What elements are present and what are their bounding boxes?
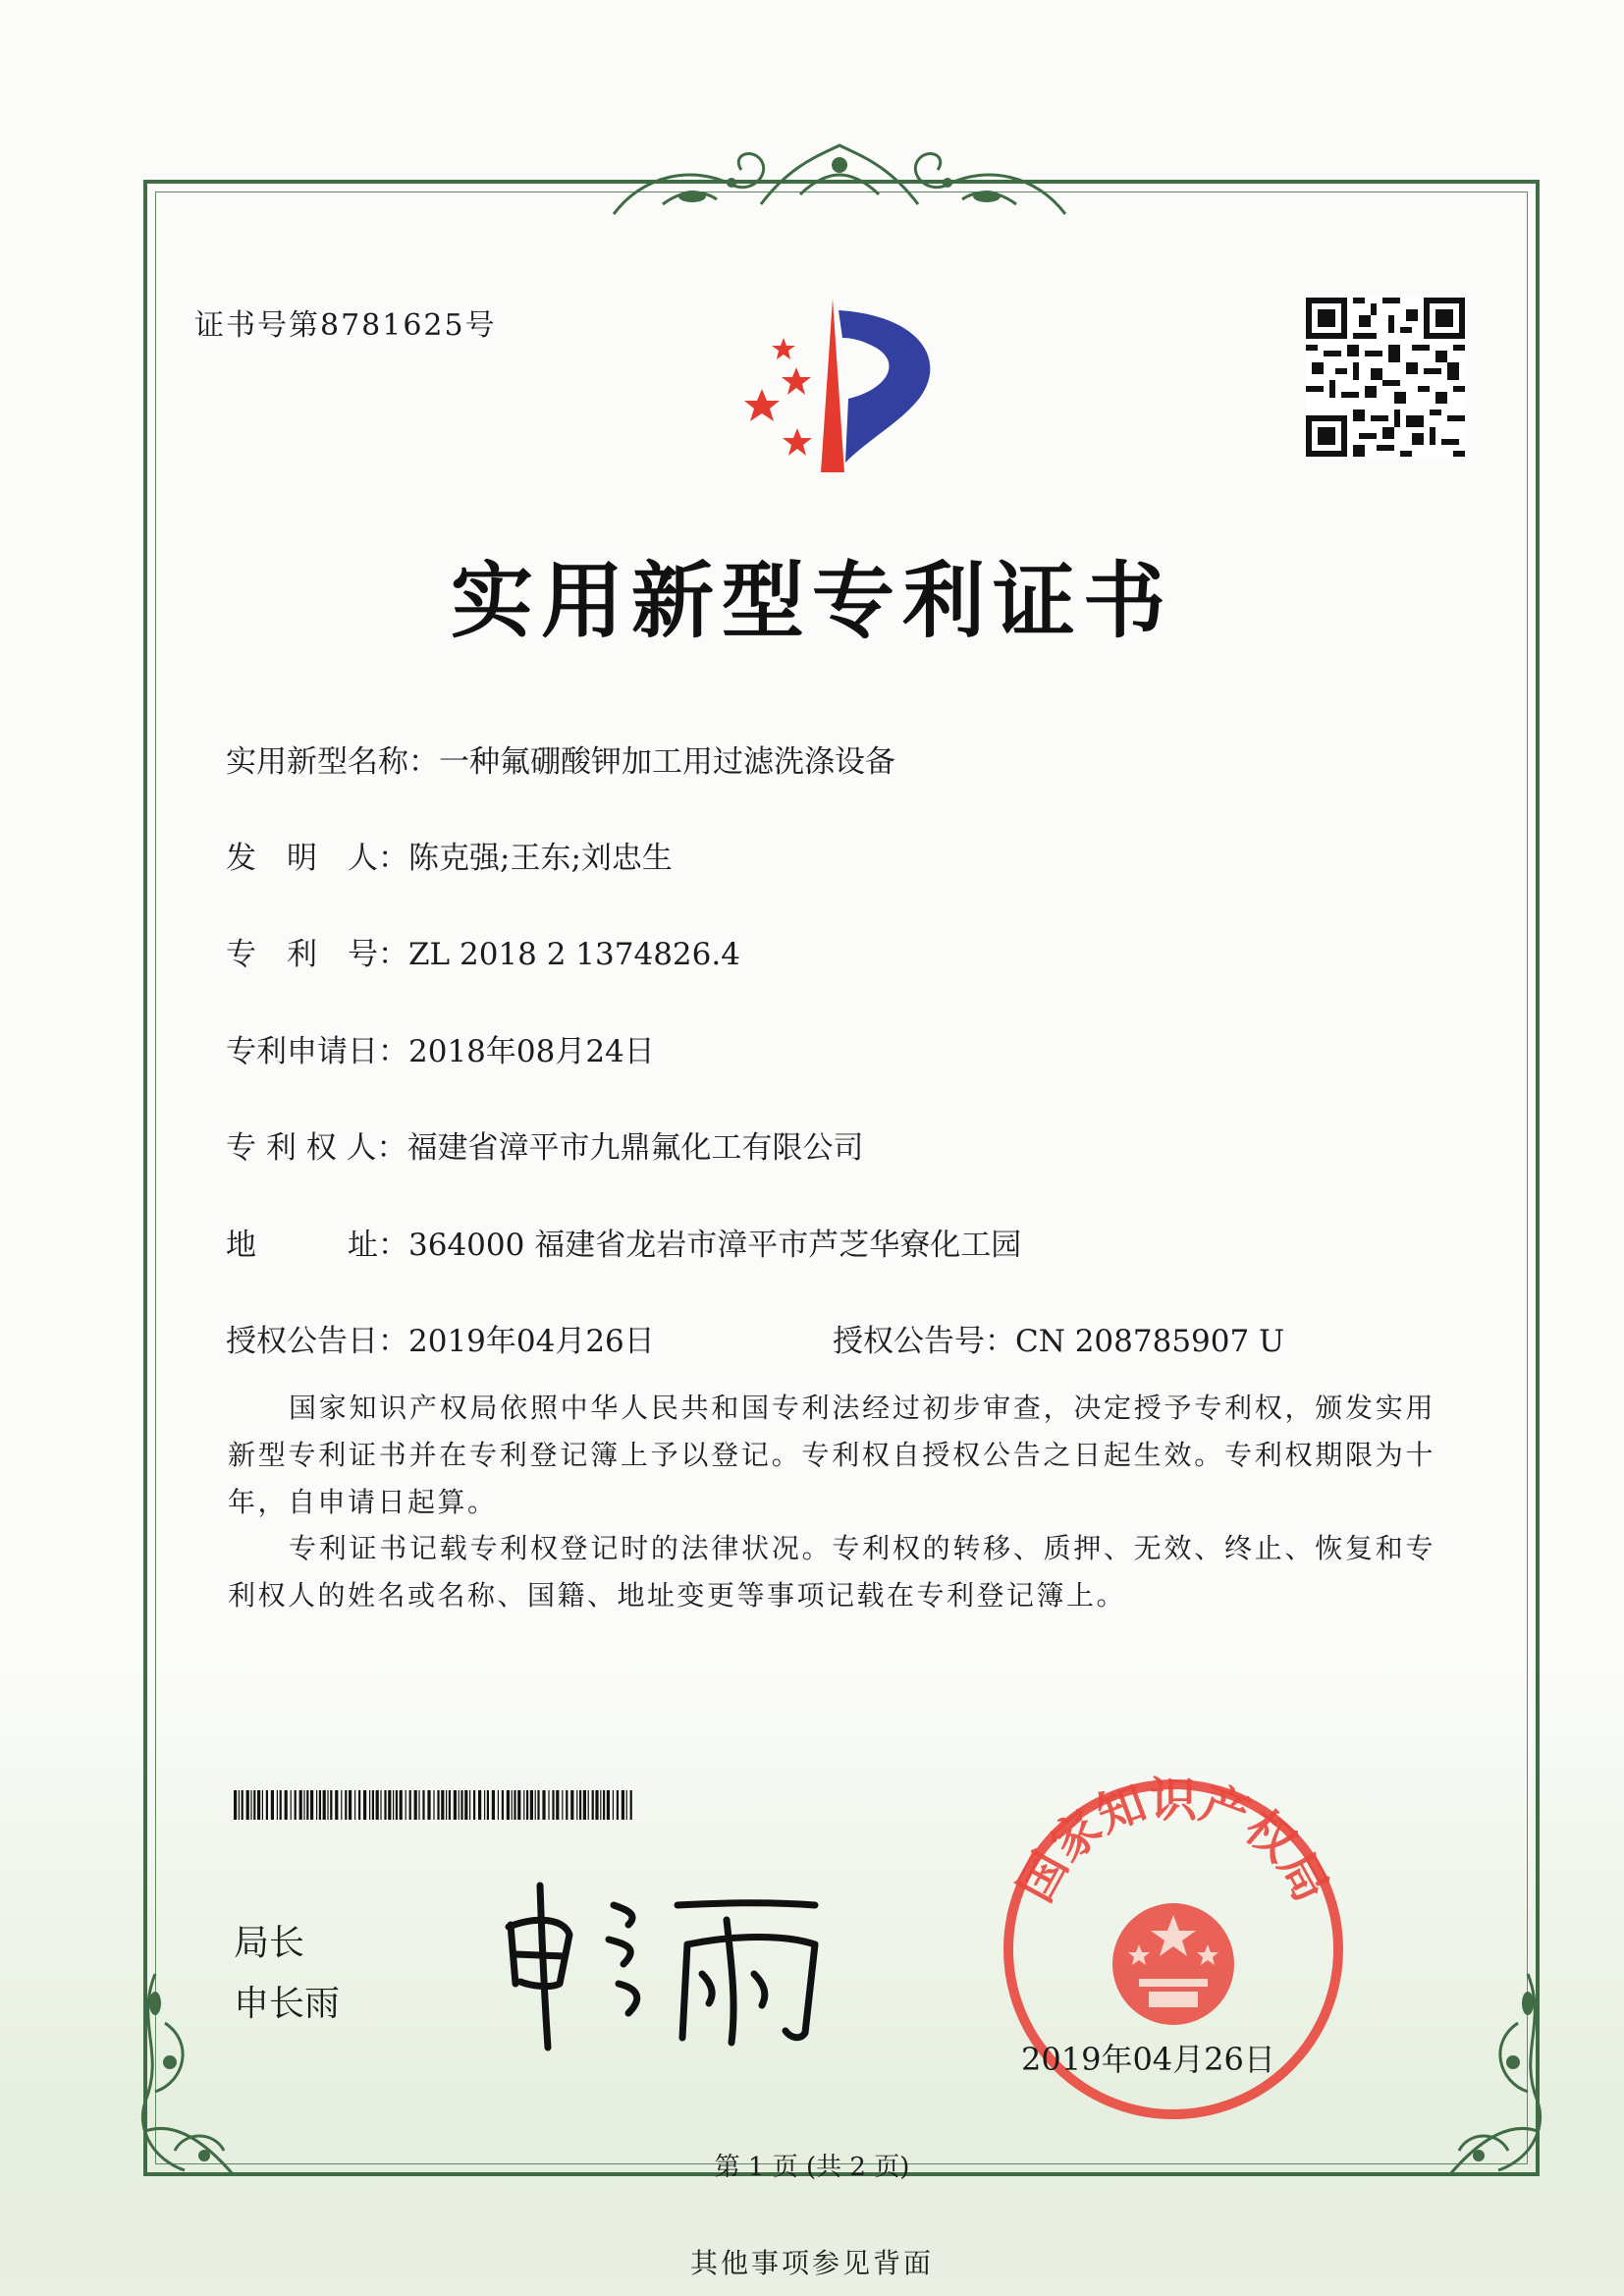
svg-text:国家知识产权局 (1008, 1773, 1339, 1911)
footer-note: 其他事项参见背面 (689, 2247, 934, 2279)
field-inventors (226, 833, 673, 877)
field-label: 授权公告日： (226, 1324, 408, 1359)
field-value: ZL 2018 2 1374826.4 (408, 937, 740, 972)
field-label: 发 明 人： (226, 841, 408, 876)
certificate-number: 证书号第8781625号 (194, 308, 497, 343)
field-application-date (226, 1026, 655, 1070)
cnipa-logo (723, 291, 968, 487)
field-utility-model-name (226, 737, 895, 781)
qr-code (1306, 298, 1465, 457)
field-address (226, 1220, 1021, 1264)
field-patentee (226, 1122, 864, 1167)
field-value: 福建省漳平市九鼎氟化工有限公司 (406, 1130, 864, 1166)
paragraph-grant: 国家知识产权局依照中华人民共和国专利法经过初步审查，决定授予专利权，颁发实用新型专利证书并在专利登记簿上予以登记。专利权自授权公告之日起生效。专利权期限为十年，自申请日起算。 (228, 1392, 1435, 1518)
paragraph-legal-status: 专利证书记载专利权登记时的法律状况。专利权的转移、质押、无效、终止、恢复和专利权人的姓名或名称、国籍、地址变更等事项记载在专利登记簿上。 (228, 1532, 1435, 1612)
field-value: 一种氟硼酸钾加工用过滤洗涤设备 (439, 744, 895, 780)
field-label: 专 利 号： (226, 937, 408, 972)
field-value: 陈克强;王东;刘忠生 (408, 841, 673, 876)
seal-date: 2019年04月26日 (1021, 2041, 1275, 2078)
director-name: 申长雨 (234, 1984, 341, 2024)
field-label: 专利申请日： (226, 1034, 408, 1069)
field-announcement-number (833, 1316, 1284, 1360)
seal-text: 国家知识产权局 (1007, 1773, 1339, 1911)
director-signature (491, 1866, 844, 2062)
field-patent-number (226, 929, 740, 973)
director-title: 局长 (234, 1923, 305, 1963)
field-label: 实用新型名称： (226, 744, 439, 780)
field-value: 2019年04月26日 (408, 1324, 655, 1359)
field-value: CN 208785907 U (1015, 1324, 1285, 1359)
page-number: 第 1 页 (共 2 页) (714, 2153, 910, 2182)
field-announcement-date (226, 1316, 655, 1360)
top-ornament (604, 136, 1075, 224)
field-label: 授权公告号： (833, 1324, 1015, 1359)
field-label: 地 址： (226, 1228, 408, 1263)
field-value: 2018年08月24日 (408, 1034, 655, 1069)
certificate-title: 实用新型专利证书 (450, 552, 1173, 649)
barcode (234, 1790, 638, 1820)
field-value: 364000 福建省龙岩市漳平市芦芝华寮化工园 (408, 1228, 1022, 1263)
field-label: 专 利 权 人： (226, 1130, 407, 1166)
